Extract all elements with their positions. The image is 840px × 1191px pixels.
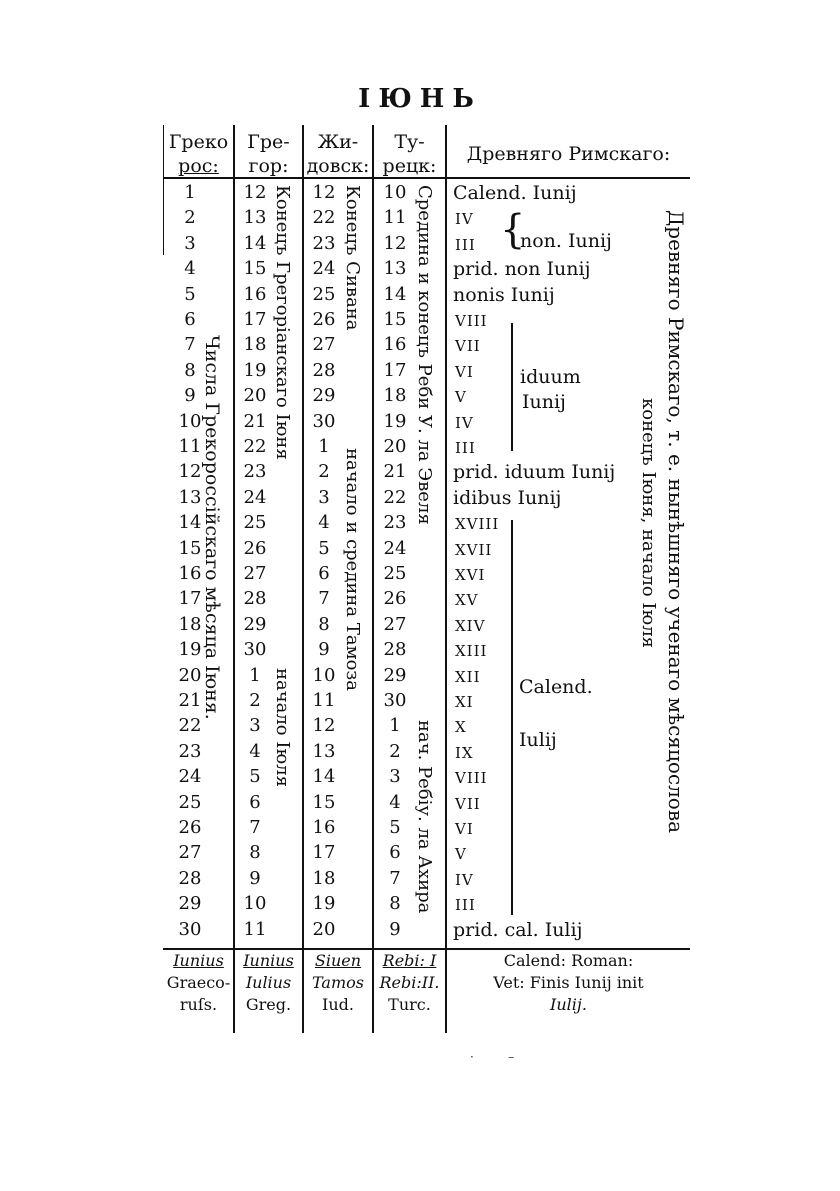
footer-roman-1: Calend: Roman: bbox=[503, 951, 634, 970]
roman-date: XII bbox=[455, 667, 481, 686]
header-greco-line1: Греко bbox=[168, 131, 229, 153]
roman-date: VIII bbox=[455, 312, 488, 330]
greg-day: 1 bbox=[249, 664, 261, 686]
greg-day: 26 bbox=[243, 537, 267, 559]
jewish-day: 12 bbox=[312, 182, 336, 203]
footer-jewish bbox=[304, 950, 372, 1016]
turkish-day: 2 bbox=[389, 740, 401, 762]
jewish-day: 11 bbox=[312, 690, 336, 711]
brace-label-non: non. Iunij bbox=[520, 230, 612, 252]
vertical-note-greg-end: Конецъ Грегоріанскаго Іюня bbox=[272, 185, 293, 460]
greg-day: 14 bbox=[243, 232, 267, 254]
greco-day: 24 bbox=[178, 766, 202, 788]
roman-date: prid. non Iunij bbox=[453, 258, 591, 281]
turkish-day: 8 bbox=[389, 893, 401, 915]
greco-day: 3 bbox=[184, 232, 196, 254]
turkish-day: 15 bbox=[383, 309, 407, 330]
greco-day: 12 bbox=[178, 461, 202, 483]
footer-roman-3: Iulij. bbox=[550, 995, 587, 1014]
greco-day: 28 bbox=[178, 867, 202, 889]
turkish-day: 17 bbox=[383, 359, 407, 381]
turkish-day: 18 bbox=[383, 385, 407, 407]
turkish-day: 5 bbox=[389, 817, 401, 838]
greco-day: 23 bbox=[178, 740, 202, 762]
greg-day: 27 bbox=[243, 563, 267, 584]
greg-day: 16 bbox=[243, 283, 267, 305]
turkish-day: 28 bbox=[383, 639, 407, 661]
header-greco bbox=[164, 130, 233, 178]
roman-date: XIII bbox=[455, 642, 488, 661]
roman-date: XIV bbox=[455, 616, 486, 635]
greco-day: 4 bbox=[184, 258, 196, 280]
footer-greg-3: Greg. bbox=[245, 995, 292, 1014]
greco-day: 10 bbox=[178, 410, 202, 432]
greg-day: 3 bbox=[249, 715, 261, 737]
jewish-day: 2 bbox=[318, 461, 330, 483]
header-jewish bbox=[304, 130, 372, 178]
greco-day: 21 bbox=[178, 690, 202, 711]
greg-day: 19 bbox=[243, 359, 267, 381]
jewish-day: 14 bbox=[312, 766, 336, 788]
greco-day: 7 bbox=[184, 334, 196, 356]
greg-day: 18 bbox=[243, 334, 267, 356]
roman-date: prid. cal. Iulij bbox=[453, 918, 583, 941]
roman-date: III bbox=[455, 235, 476, 254]
turkish-day: 24 bbox=[383, 537, 407, 559]
vertical-note-greco: Числа Грекороссійскаго мѣсяца Іюня. bbox=[201, 335, 223, 720]
greco-day: 18 bbox=[178, 613, 202, 635]
roman-date: XVI bbox=[455, 566, 486, 584]
vertical-note-roman-1: Древняго Римскаго, т. е. нынѣшняго ученаго мѣсяцослова bbox=[664, 210, 688, 833]
greco-day: 14 bbox=[178, 512, 202, 534]
header-roman: Древняго Римскаго: bbox=[466, 143, 671, 165]
turkish-day: 16 bbox=[383, 334, 407, 356]
page-title: ІЮНЬ bbox=[358, 84, 482, 114]
jewish-day: 20 bbox=[312, 918, 336, 940]
turkish-day: 7 bbox=[389, 867, 401, 889]
header-turkish-line2: рецк: bbox=[382, 155, 437, 177]
jewish-day: 28 bbox=[312, 359, 336, 381]
greg-day: 23 bbox=[243, 461, 267, 483]
roman-date: XVII bbox=[455, 540, 493, 559]
greg-day: 9 bbox=[249, 867, 261, 889]
greco-day: 15 bbox=[178, 537, 202, 559]
footer-roman bbox=[447, 950, 690, 1016]
jewish-day: 7 bbox=[318, 588, 330, 610]
turkish-day: 19 bbox=[383, 410, 407, 432]
turkish-day: 20 bbox=[383, 436, 407, 457]
brace-calend-line bbox=[511, 520, 513, 915]
footer-jewish-2: Tamos bbox=[312, 973, 364, 992]
greco-day: 9 bbox=[184, 385, 196, 407]
turkish-day: 30 bbox=[383, 690, 407, 711]
greg-day: 12 bbox=[243, 182, 267, 203]
greg-day: 10 bbox=[243, 893, 267, 915]
roman-date: X bbox=[455, 718, 467, 737]
greg-day: 13 bbox=[243, 207, 267, 229]
turkish-day: 25 bbox=[383, 563, 407, 584]
header-greg bbox=[235, 130, 302, 178]
roman-date: VI bbox=[455, 820, 474, 838]
turkish-day: 1 bbox=[389, 715, 401, 737]
greco-day: 19 bbox=[178, 639, 202, 661]
jewish-day: 9 bbox=[318, 639, 330, 661]
greco-day: 25 bbox=[178, 791, 202, 813]
greg-day: 11 bbox=[243, 918, 267, 940]
footer-greco-2: Graeco- bbox=[166, 973, 231, 992]
brace-iduum-line bbox=[511, 323, 513, 451]
header-turkish bbox=[374, 130, 445, 178]
roman-date: IX bbox=[455, 743, 474, 762]
jewish-day: 6 bbox=[318, 563, 330, 584]
greg-day: 8 bbox=[249, 842, 261, 864]
jewish-day: 30 bbox=[312, 410, 336, 432]
jewish-day: 19 bbox=[312, 893, 336, 915]
turkish-day: 21 bbox=[383, 461, 407, 483]
roman-date: IV bbox=[455, 210, 474, 229]
vertical-note-turkish-mid: Средина и конецъ Реби У. ла Эвеля bbox=[414, 185, 435, 525]
greg-day: 5 bbox=[249, 766, 261, 788]
roman-date: V bbox=[455, 845, 467, 864]
jewish-day: 13 bbox=[312, 740, 336, 762]
footer-greg-1: Iunius bbox=[243, 951, 294, 970]
footer-jewish-3: Iud. bbox=[322, 995, 354, 1014]
jewish-day: 26 bbox=[312, 309, 336, 330]
turkish-day: 22 bbox=[383, 486, 407, 508]
footer-turkish bbox=[374, 950, 445, 1016]
footer-greco-3: ruſs. bbox=[179, 995, 218, 1014]
header-turkish-line1: Ту- bbox=[394, 131, 425, 153]
greg-day: 22 bbox=[243, 436, 267, 457]
jewish-day: 1 bbox=[318, 436, 330, 457]
jewish-day: 15 bbox=[312, 791, 336, 813]
brace-label-iduum: iduum bbox=[520, 366, 581, 388]
greg-day: 4 bbox=[249, 740, 261, 762]
greco-day: 26 bbox=[178, 817, 202, 838]
greco-day: 29 bbox=[178, 893, 202, 915]
header-jewish-line1: Жи- bbox=[317, 131, 359, 153]
brace-non: { bbox=[500, 207, 526, 253]
turkish-day: 6 bbox=[389, 842, 401, 864]
footer-jewish-1: Siuen bbox=[314, 951, 362, 970]
turkish-day: 27 bbox=[383, 613, 407, 635]
vertical-note-roman-2: конецъ Іюня, начало Іюля bbox=[638, 398, 659, 648]
footer-greco-1: Iunius bbox=[173, 951, 224, 970]
header-greg-line1: Гре- bbox=[247, 131, 290, 153]
footer-greg bbox=[235, 950, 302, 1016]
greco-day: 6 bbox=[184, 309, 196, 330]
roman-date: IV bbox=[455, 413, 474, 432]
turkish-day: 13 bbox=[383, 258, 407, 280]
greg-day: 29 bbox=[243, 613, 267, 635]
jewish-day: 3 bbox=[318, 486, 330, 508]
footer-turkish-3: Turc. bbox=[388, 995, 431, 1014]
jewish-day: 16 bbox=[312, 817, 336, 838]
greg-day: 6 bbox=[249, 791, 261, 813]
header-greco-line2: рос: bbox=[178, 155, 219, 177]
jewish-day: 25 bbox=[312, 283, 336, 305]
greg-day: 17 bbox=[243, 309, 267, 330]
jewish-day: 24 bbox=[312, 258, 336, 280]
roman-date: III bbox=[455, 896, 476, 915]
footer-roman-2: Vet: Finis Iunij init bbox=[493, 973, 644, 992]
turkish-day: 29 bbox=[383, 664, 407, 686]
jewish-day: 18 bbox=[312, 867, 336, 889]
footer-greco bbox=[164, 950, 233, 1016]
turkish-day: 14 bbox=[383, 283, 407, 305]
greco-day: 22 bbox=[178, 715, 202, 737]
jewish-day: 23 bbox=[312, 232, 336, 254]
footer-greg-2: Iulius bbox=[245, 973, 292, 992]
roman-date: idibus Iunij bbox=[453, 486, 562, 509]
turkish-day: 3 bbox=[389, 766, 401, 788]
jewish-day: 5 bbox=[318, 537, 330, 559]
brace-label-iduum-month: Iunij bbox=[522, 391, 566, 413]
jewish-day: 17 bbox=[312, 842, 336, 864]
turkish-day: 26 bbox=[383, 588, 407, 610]
roman-date: XI bbox=[455, 693, 474, 711]
roman-date: V bbox=[455, 388, 467, 407]
brace-label-calend: Calend. bbox=[519, 676, 593, 698]
roman-date: VIII bbox=[455, 769, 488, 788]
turkish-day: 10 bbox=[383, 182, 407, 203]
header-greg-line2: гор: bbox=[248, 155, 289, 177]
roman-date: VII bbox=[455, 337, 481, 356]
jewish-day: 8 bbox=[318, 613, 330, 635]
jewish-day: 27 bbox=[312, 334, 336, 356]
greco-day: 16 bbox=[178, 563, 202, 584]
col-divider-3 bbox=[372, 125, 374, 1033]
greco-day: 27 bbox=[178, 842, 202, 864]
greg-day: 24 bbox=[243, 486, 267, 508]
roman-date: XVIII bbox=[455, 515, 500, 534]
footer-turkish-1: Rebi: I bbox=[382, 951, 437, 970]
jewish-day: 29 bbox=[312, 385, 336, 407]
roman-date: VI bbox=[455, 362, 474, 381]
greco-day: 2 bbox=[184, 207, 196, 229]
roman-date: III bbox=[455, 439, 476, 457]
roman-date: VII bbox=[455, 794, 481, 813]
greg-day: 7 bbox=[249, 817, 261, 838]
col-divider-1 bbox=[233, 125, 235, 1033]
greg-day: 25 bbox=[243, 512, 267, 534]
greg-day: 30 bbox=[243, 639, 267, 661]
jewish-day: 10 bbox=[312, 664, 336, 686]
greg-day: 2 bbox=[249, 690, 261, 711]
turkish-day: 23 bbox=[383, 512, 407, 534]
print-speck: · – bbox=[470, 1050, 515, 1064]
col-divider-4 bbox=[445, 125, 447, 1033]
vertical-note-jewish-start: начало и средина Тамоза bbox=[342, 448, 363, 691]
greg-day: 20 bbox=[243, 385, 267, 407]
turkish-day: 9 bbox=[389, 918, 401, 940]
jewish-day: 22 bbox=[312, 207, 336, 229]
vertical-note-turkish-start: нач. Ребіу. ла Ахира bbox=[414, 720, 435, 914]
greco-day: 8 bbox=[184, 359, 196, 381]
greg-day: 21 bbox=[243, 410, 267, 432]
greco-day: 17 bbox=[178, 588, 202, 610]
vertical-note-greg-start: начало Іюля bbox=[272, 668, 293, 787]
roman-date: Calend. Iunij bbox=[453, 182, 577, 204]
brace-label-calend-month: Iulij bbox=[519, 729, 557, 751]
jewish-day: 4 bbox=[318, 512, 330, 534]
roman-date: nonis Iunij bbox=[453, 283, 555, 306]
roman-date: prid. iduum Iunij bbox=[453, 461, 616, 484]
jewish-day: 12 bbox=[312, 715, 336, 737]
vertical-note-jewish-end: Конецъ Сивана bbox=[342, 185, 363, 331]
greco-day: 11 bbox=[178, 436, 202, 457]
turkish-day: 11 bbox=[383, 207, 407, 229]
col-divider-2 bbox=[302, 125, 304, 1033]
greco-day: 30 bbox=[178, 918, 202, 940]
turkish-day: 12 bbox=[383, 232, 407, 254]
header-jewish-line2: довск: bbox=[306, 155, 370, 177]
greg-day: 15 bbox=[243, 258, 267, 280]
turkish-day: 4 bbox=[389, 791, 401, 813]
greco-day: 1 bbox=[184, 182, 196, 203]
greco-day: 20 bbox=[178, 664, 202, 686]
roman-date: XV bbox=[455, 591, 479, 610]
greco-day: 13 bbox=[178, 486, 202, 508]
greg-day: 28 bbox=[243, 588, 267, 610]
greco-day: 5 bbox=[184, 283, 196, 305]
footer-turkish-2: Rebi:II. bbox=[379, 973, 440, 992]
roman-date: IV bbox=[455, 870, 474, 889]
